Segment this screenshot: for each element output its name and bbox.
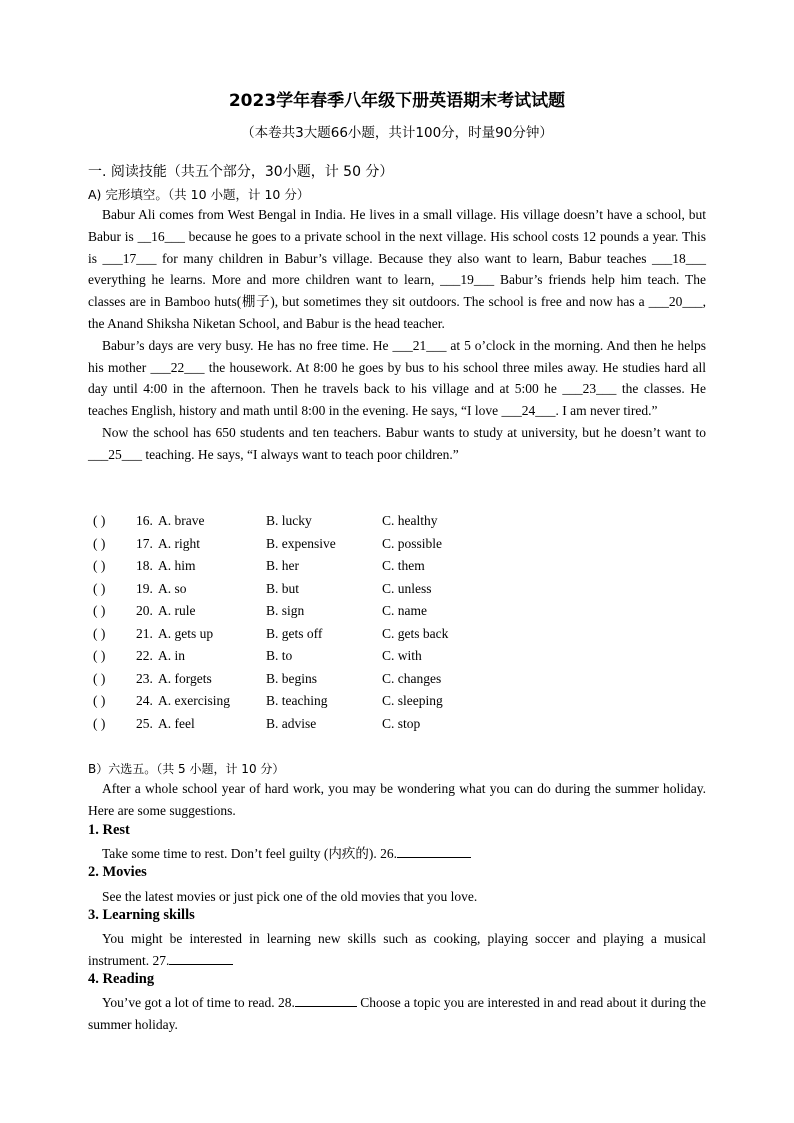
passage-paragraph: Babur Ali comes from West Bengal in India. He lives in a small village. His village doesn’t have a school, but Babur is __16___ because he goes to a private school in the next village. His school costs 12 pounds a year. This is ___17___ for many children in Babur’s village. Because they also want to learn, Babur teaches ___18___ everything he learns. More and more children want to learn, ___19___ Babur’s friends help him teach. The classes are in Bamboo huts(棚子), but sometimes they sit outdoors. The school is free and now has a ___20___, the Anand Shiksha Niketan School, and Babur is the head teacher. bbox=[88, 207, 706, 331]
answer-blank[interactable]: ( ) bbox=[93, 513, 106, 528]
option-b: B. but bbox=[266, 580, 300, 596]
exam-title: 2023学年春季八年级下册英语期末考试试题 bbox=[228, 91, 566, 111]
question-number: 18. bbox=[136, 558, 153, 573]
item-text: You might be interested in learning new skills such as cooking, playing soccer and playing a musical instrument. 27. bbox=[88, 931, 706, 968]
answer-blank-26[interactable] bbox=[397, 844, 471, 858]
option-a: A. rule bbox=[158, 603, 196, 618]
item-text-rest bbox=[88, 843, 706, 865]
question-row bbox=[88, 716, 706, 739]
passage-paragraph: Now the school has 650 students and ten teachers. Babur wants to study at university, but he doesn’t want to ___25___ teaching. He says, “I always want to teach poor children.” bbox=[88, 424, 706, 462]
answer-blank[interactable]: ( ) bbox=[93, 558, 106, 573]
option-c: C. changes bbox=[382, 670, 442, 686]
option-c: C. them bbox=[382, 558, 425, 573]
exam-subtitle: （本卷共3大题66小题，共计100分，时量90分钟） bbox=[241, 125, 553, 141]
option-a: A. brave bbox=[158, 513, 205, 528]
item-text-before: You’ve got a lot of time to read. 28. bbox=[102, 995, 295, 1010]
answer-blank[interactable]: ( ) bbox=[93, 625, 106, 641]
question-number: 24. bbox=[136, 693, 153, 708]
choice-list bbox=[88, 513, 706, 738]
answer-blank[interactable]: ( ) bbox=[93, 715, 106, 731]
question-number: 19. bbox=[136, 580, 153, 596]
part-a-heading: A) 完形填空。（共 10 小题，计 10 分） bbox=[88, 187, 310, 202]
question-number: 25. bbox=[136, 715, 153, 731]
question-number: 17. bbox=[136, 535, 153, 551]
option-b: B. to bbox=[266, 648, 293, 663]
option-c: C. sleeping bbox=[382, 693, 443, 708]
answer-blank[interactable]: ( ) bbox=[93, 535, 106, 551]
item-text-after: Choose a topic you are interested in and read about it during the summer holiday. bbox=[88, 995, 706, 1032]
option-b: B. her bbox=[266, 558, 299, 573]
option-b: B. teaching bbox=[266, 693, 328, 708]
option-b: B. advise bbox=[266, 715, 317, 731]
option-a: A. gets up bbox=[158, 625, 214, 641]
option-c: C. with bbox=[382, 648, 422, 663]
item-text: See the latest movies or just pick one of the old movies that you love. bbox=[102, 889, 478, 904]
item-text-reading bbox=[88, 992, 706, 1035]
cloze-passage bbox=[88, 204, 706, 466]
option-c: C. possible bbox=[382, 535, 443, 551]
answer-blank-28[interactable] bbox=[295, 993, 357, 1007]
item-heading-rest: 1. Rest bbox=[88, 822, 130, 838]
item-text-movies bbox=[88, 886, 706, 908]
option-a: A. so bbox=[158, 580, 187, 596]
question-number: 16. bbox=[136, 513, 153, 528]
option-a: A. feel bbox=[158, 715, 195, 731]
option-b: B. expensive bbox=[266, 535, 336, 551]
answer-blank[interactable]: ( ) bbox=[93, 580, 106, 596]
question-number: 20. bbox=[136, 603, 153, 618]
question-number: 23. bbox=[136, 670, 153, 686]
option-a: A. forgets bbox=[158, 670, 212, 686]
answer-blank[interactable]: ( ) bbox=[93, 670, 106, 686]
question-row bbox=[88, 603, 706, 626]
question-row bbox=[88, 581, 706, 604]
question-row bbox=[88, 671, 706, 694]
option-a: A. him bbox=[158, 558, 196, 573]
item-heading-reading: 4. Reading bbox=[88, 971, 155, 987]
option-a: A. right bbox=[158, 535, 200, 551]
item-heading-learning-skills: 3. Learning skills bbox=[88, 907, 195, 923]
option-b: B. gets off bbox=[266, 625, 323, 641]
section1-heading: 一. 阅读技能（共五个部分，30小题，计 50 分） bbox=[88, 164, 394, 180]
option-a: A. in bbox=[158, 648, 185, 663]
question-row bbox=[88, 536, 706, 559]
item-text: Take some time to rest. Don’t feel guilty (内疚的). 26. bbox=[102, 846, 397, 861]
part-b-heading: B）六选五。（共 5 小题，计 10 分） bbox=[88, 762, 285, 776]
item-heading-movies: 2. Movies bbox=[88, 864, 147, 880]
part-b-intro bbox=[88, 778, 706, 821]
question-row bbox=[88, 513, 706, 536]
question-number: 21. bbox=[136, 625, 153, 641]
option-c: C. healthy bbox=[382, 513, 438, 528]
answer-blank[interactable]: ( ) bbox=[93, 693, 106, 708]
question-row bbox=[88, 558, 706, 581]
passage-paragraph: Babur’s days are very busy. He has no free time. He ___21___ at 5 o’clock in the morning. And then he helps his mother ___22___ the housework. At 8:00 he goes by bus to his school three miles away. He studies hard all day until 4:00 in the afternoon. Then he travels back to his village and at 5:00 he ___23___ the classes. He teaches English, history and math until 8:00 in the evening. He says, “I love ___24___. I am never tired.” bbox=[88, 337, 706, 419]
question-row bbox=[88, 693, 706, 716]
option-b: B. begins bbox=[266, 670, 318, 686]
answer-blank-27[interactable] bbox=[169, 951, 233, 965]
question-number: 22. bbox=[136, 648, 153, 663]
item-text-learning-skills bbox=[88, 928, 706, 971]
option-b: B. sign bbox=[266, 603, 305, 618]
question-row bbox=[88, 626, 706, 649]
option-c: C. name bbox=[382, 603, 427, 618]
answer-blank[interactable]: ( ) bbox=[93, 603, 106, 618]
option-b: B. lucky bbox=[266, 513, 312, 528]
option-c: C. unless bbox=[382, 580, 432, 596]
option-c: C. stop bbox=[382, 715, 421, 731]
option-c: C. gets back bbox=[382, 625, 449, 641]
question-row bbox=[88, 648, 706, 671]
intro-paragraph: After a whole school year of hard work, you may be wondering what you can do during the summer holiday. Here are some suggestions. bbox=[88, 781, 706, 818]
option-a: A. exercising bbox=[158, 693, 230, 708]
answer-blank[interactable]: ( ) bbox=[93, 648, 106, 663]
